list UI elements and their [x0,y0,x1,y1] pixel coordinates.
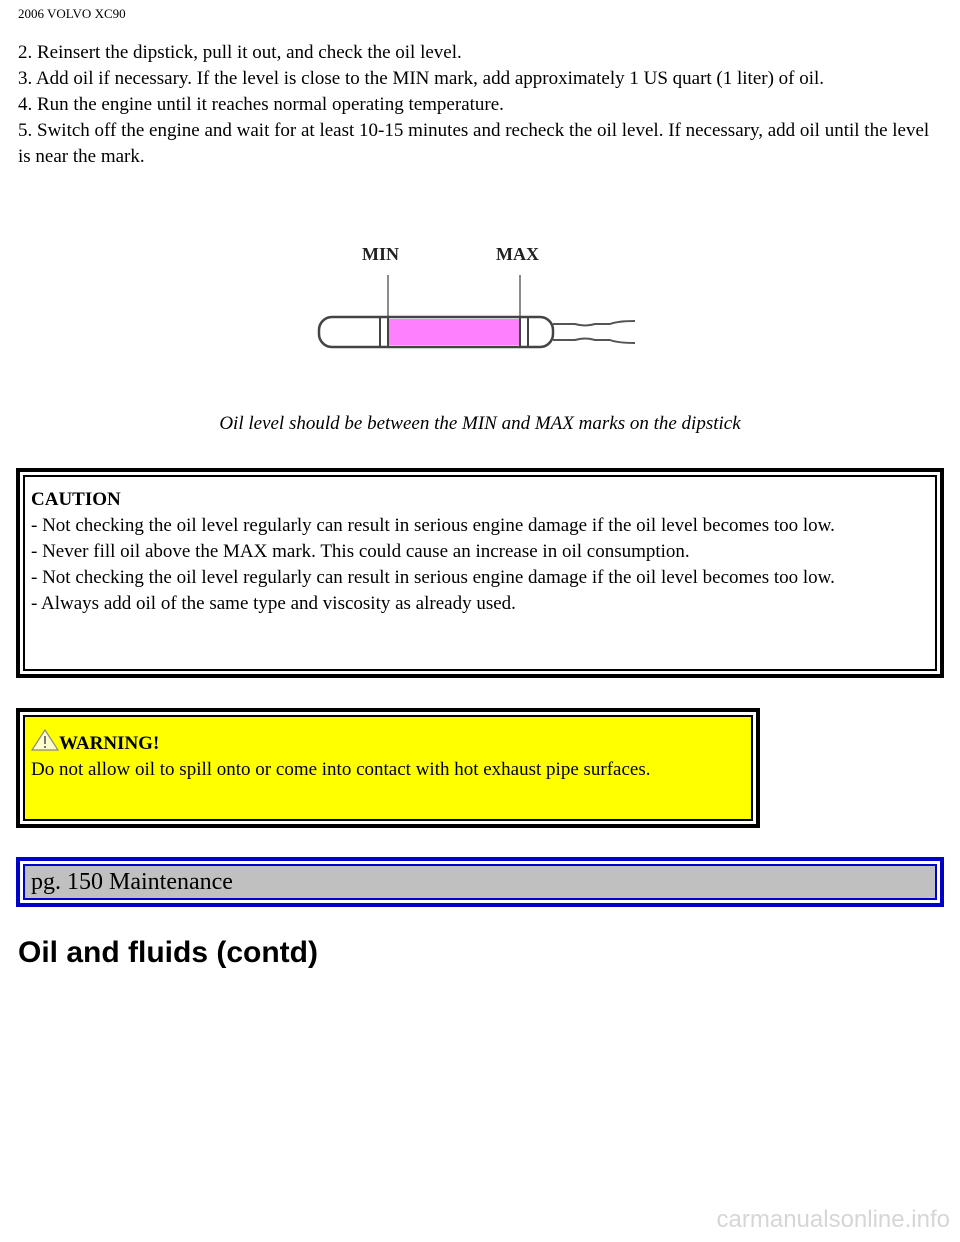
step-4: 4. Run the engine until it reaches normal operating temperature. [18,94,504,115]
caution-line: - Not checking the oil level regularly can result in serious engine damage if the oil level becomes too low. [31,515,835,536]
caution-box-inner [23,475,937,671]
step-2: 2. Reinsert the dipstick, pull it out, and check the oil level. [18,42,462,63]
caution-title: CAUTION [31,489,121,510]
warning-triangle-icon [31,729,59,751]
max-label: MAX [496,244,539,264]
warning-box-inner [23,715,753,821]
warning-text: Do not allow oil to spill onto or come into contact with hot exhaust pipe surfaces. [31,759,651,780]
caution-box [16,468,944,678]
instruction-steps [18,40,938,170]
warning-heading [31,729,745,757]
site-watermark: carmanualsonline.info [716,1206,950,1233]
min-label: MIN [362,244,399,264]
figure-caption: Oil level should be between the MIN and MAX marks on the dipstick [219,413,741,434]
caution-line: - Not checking the oil level regularly can result in serious engine damage if the oil level becomes too low. [31,567,835,588]
warning-box [16,708,760,828]
dipstick-diagram [300,235,660,360]
page-bar-label: pg. 150 Maintenance [23,864,937,900]
document-header: 2006 VOLVO XC90 [18,6,126,21]
oil-level-fill [388,319,520,345]
caution-line: - Always add oil of the same type and viscosity as already used. [31,593,516,614]
step-3: 3. Add oil if necessary. If the level is close to the MIN mark, add approximately 1 US quart (1 liter) of oil. [18,68,825,89]
page-bar [16,857,944,907]
section-heading: Oil and fluids (contd) [18,936,318,969]
step-5: 5. Switch off the engine and wait for at least 10-15 minutes and recheck the oil level. If necessary, add oil until the level is near the mark. [18,120,930,167]
dipstick-handle [553,321,635,343]
warning-title: WARNING! [59,733,160,754]
caution-line: - Never fill oil above the MAX mark. This could cause an increase in oil consumption. [31,541,690,562]
